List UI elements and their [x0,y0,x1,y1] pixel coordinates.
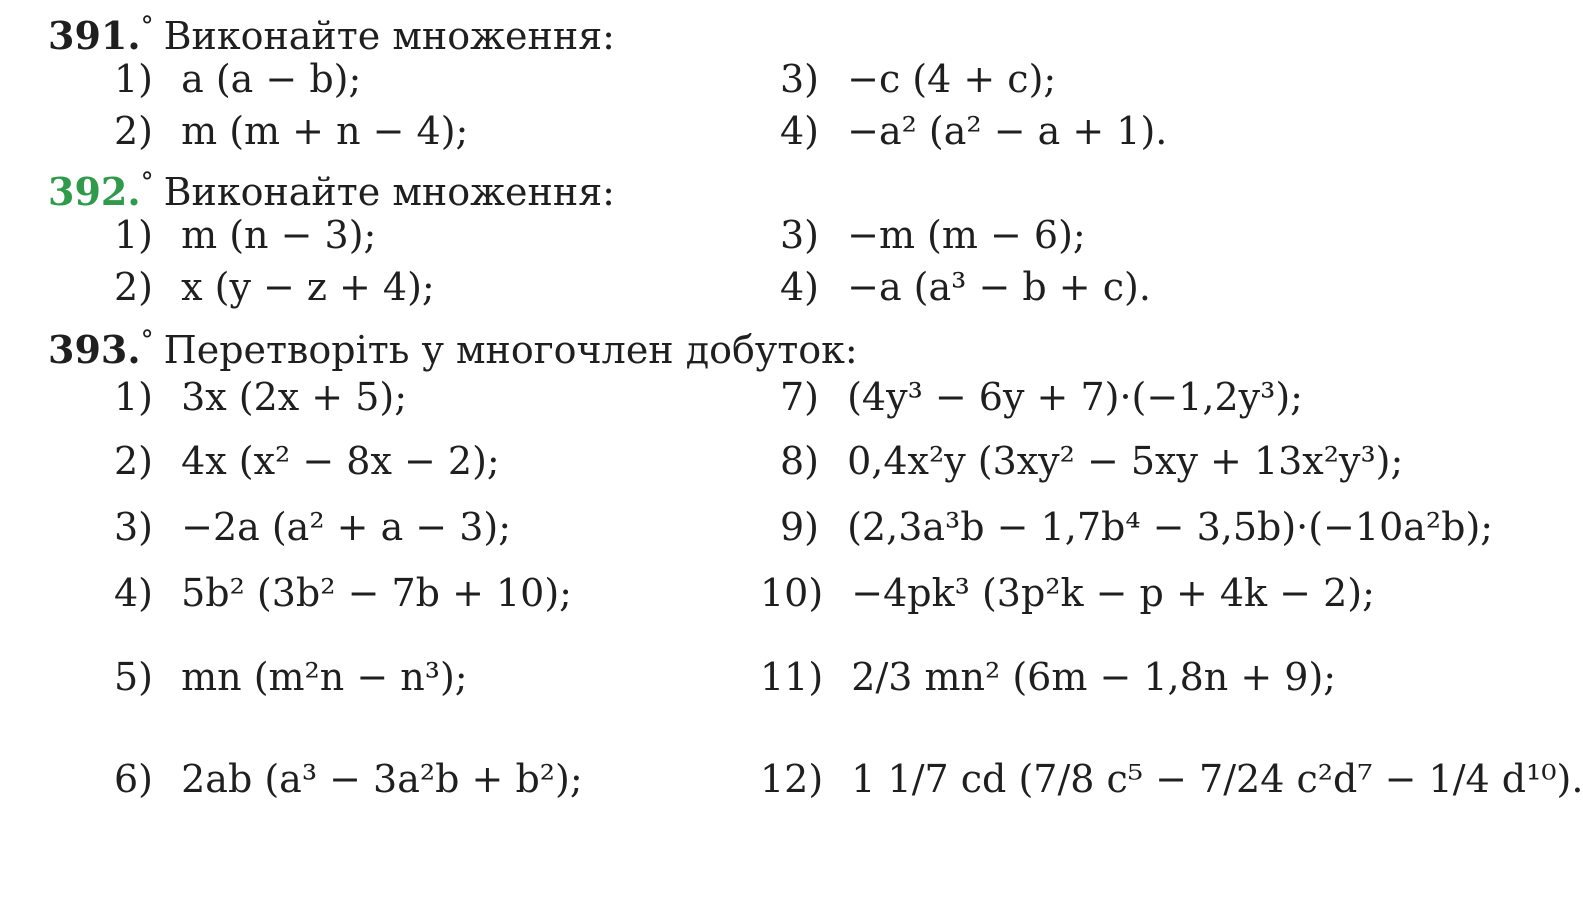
item-label: 8) [780,439,820,483]
item-label: 4) [780,109,820,153]
item-label: 7) [780,375,820,419]
exercise-393-item-10 [760,570,1375,616]
item-label: 2) [114,265,154,309]
exercise-393-item-11 [760,654,1336,700]
item-expression: 2ab (a³ − 3a²b + b²); [181,757,583,801]
item-label: 4) [780,265,820,309]
exercise-393-item-1 [114,374,407,420]
item-expression: 2/3 mn² (6m − 1,8n + 9); [851,655,1337,699]
exercise-393-item-12 [760,756,1583,802]
exercise-392-item-1 [114,212,376,258]
degree-mark: ° [140,326,154,356]
exercise-393-item-8 [780,438,1403,484]
item-expression: x (y − z + 4); [181,265,435,309]
item-label: 9) [780,505,820,549]
exercise-title: Виконайте множення: [163,170,615,214]
exercise-391-item-4 [780,108,1167,154]
exercise-392-item-2 [114,264,435,310]
item-label: 2) [114,439,154,483]
exercise-392-heading [48,160,615,215]
exercise-393-item-4 [114,570,572,616]
exercise-title: Виконайте множення: [163,14,615,58]
item-expression: (2,3a³b − 1,7b⁴ − 3,5b)·(−10a²b); [847,505,1494,549]
item-label: 11) [760,655,824,699]
exercise-393-item-9 [780,504,1493,550]
item-expression: −a (a³ − b + c). [847,265,1151,309]
item-expression: (4y³ − 6y + 7)·(−1,2y³); [847,375,1303,419]
item-label: 3) [780,57,820,101]
item-label: 2) [114,109,154,153]
item-label: 6) [114,757,154,801]
item-expression: 4x (x² − 8x − 2); [181,439,500,483]
item-label: 1) [114,375,154,419]
item-expression: a (a − b); [181,57,362,101]
exercise-393-item-7 [780,374,1303,420]
item-label: 10) [760,571,824,615]
item-expression: −a² (a² − a + 1). [847,109,1168,153]
exercise-391-heading [48,4,615,59]
exercise-number: 393. [48,327,141,372]
exercise-393-item-3 [114,504,511,550]
degree-mark: ° [140,12,154,42]
exercise-391-item-3 [780,56,1056,102]
item-expression: −c (4 + c); [847,57,1057,101]
item-label: 1) [114,213,154,257]
item-label: 3) [114,505,154,549]
exercise-392-item-4 [780,264,1151,310]
exercise-393-heading [48,318,858,373]
item-label: 4) [114,571,154,615]
item-expression: mn (m²n − n³); [181,655,468,699]
item-label: 3) [780,213,820,257]
exercise-392-item-3 [780,212,1086,258]
item-expression: m (n − 3); [181,213,377,257]
exercise-number: 391. [48,13,141,58]
exercise-number: 392. [48,169,141,214]
item-expression: 1 1/7 cd (7/8 c⁵ − 7/24 c²d⁷ − 1/4 d¹⁰). [851,757,1583,801]
exercise-391-item-1 [114,56,361,102]
exercise-393-item-2 [114,438,500,484]
item-expression: −4pk³ (3p²k − p + 4k − 2); [851,571,1375,615]
item-expression: 0,4x²y (3xy² − 5xy + 13x²y³); [847,439,1404,483]
exercise-393-item-5 [114,654,468,700]
degree-mark: ° [140,168,154,198]
item-expression: m (m + n − 4); [181,109,469,153]
exercise-393-item-6 [114,756,583,802]
item-label: 5) [114,655,154,699]
item-expression: 5b² (3b² − 7b + 10); [181,571,572,615]
exercise-title: Перетворіть у многочлен добуток: [163,328,858,372]
item-label: 12) [760,757,824,801]
item-expression: −2a (a² + a − 3); [181,505,512,549]
exercise-391-item-2 [114,108,468,154]
item-expression: −m (m − 6); [847,213,1086,257]
item-expression: 3x (2x + 5); [181,375,408,419]
item-label: 1) [114,57,154,101]
